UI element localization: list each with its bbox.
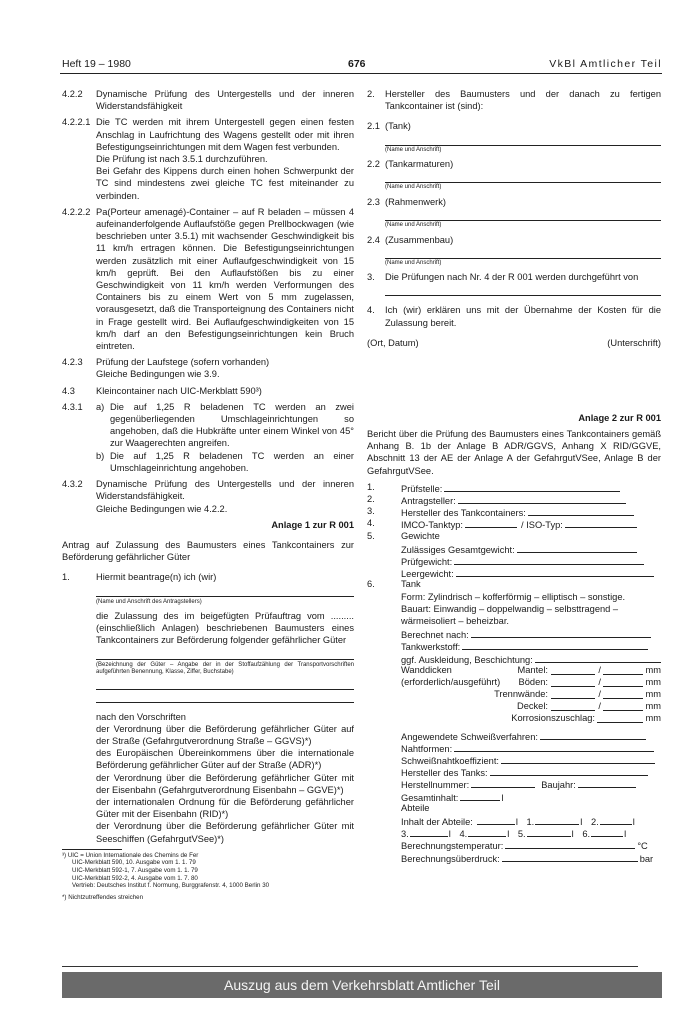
compartment-2-input[interactable] — [600, 814, 632, 825]
goods-field-3[interactable] — [96, 690, 354, 703]
fittings-maker-field[interactable] — [385, 170, 661, 183]
field-boeden: (erforderlich/ausgeführt) Böden: / mm — [401, 676, 661, 687]
container-maker-input[interactable] — [528, 505, 634, 516]
zulassung-text: die Zulassung des im beigefügten Prüfauftrag vom ......... (einschließlich Anlagen) beschriebenen Baumusters eines Tankcontainers zur Beförderung folgender gefährlicher Güter — [96, 611, 354, 646]
field-herst-tanks: Hersteller des Tanks: — [367, 765, 661, 777]
imco-type-input[interactable] — [465, 517, 517, 528]
header-journal: VkBl Amtlicher Teil — [549, 58, 662, 70]
footnote-line: UIC-Merkblatt 592-1, 7. Ausgabe vom 1. 1. 79 — [72, 867, 198, 875]
tank-maker-field[interactable] — [385, 133, 661, 146]
applicant-caption: (Name und Anschrift des Antragstellers) — [96, 598, 202, 605]
testing-station-input[interactable] — [444, 481, 620, 492]
applicant-input[interactable] — [458, 493, 626, 504]
field-deckel: Deckel: / mm — [516, 701, 661, 712]
field-schweissnaht: Schweißnahtkoeffizient: — [367, 753, 661, 765]
item-3: 3. Die Prüfungen nach Nr. 4 der R 001 werden durchgeführt von — [367, 271, 661, 296]
field-auskleidung: ggf. Auskleidung, Beschichtung: — [367, 652, 661, 664]
item-2-4: 2.4 (Zusammenbau) (Name und Anschrift) — [367, 234, 661, 268]
field-abteile-3-6: 3. l 4. l 5. l 6. l — [367, 826, 661, 838]
goods-field-2[interactable] — [96, 677, 354, 690]
regulation-item: der Verordnung über die Beförderung gefährlicher Güter auf der Straße (Gefahrgutverordnung Straße – GGVS)*) — [96, 723, 354, 747]
field-leergewicht: Leergewicht: — [367, 566, 661, 578]
item-2: 2. Hersteller des Baumusters und der danach zu fertigen Tankcontainer ist (sind): — [367, 89, 661, 112]
field-gesamtinhalt: Gesamtinhalt: l — [367, 790, 661, 802]
field-gesamtgewicht: Zulässiges Gesamtgewicht: — [367, 542, 661, 554]
field-abteile: Abteile — [401, 802, 430, 813]
section-4-3-2: 4.3.2 Dynamische Prüfung des Untergestells und der inneren Widerstandsfähigkeit. Gleiche Bedingungen wie 4.2.2. — [62, 479, 354, 514]
weld-forms-input[interactable] — [454, 741, 654, 752]
section-4-2-2: 4.2.2 Dynamische Prüfung des Untergestells und der inneren Widerstandsfähigkeit — [62, 89, 354, 112]
left-column — [62, 88, 354, 901]
field-form: Form: Zylindrisch – kofferförmig – elliptisch – sonstige. — [401, 591, 626, 602]
field-werkstoff: Tankwerkstoff: — [367, 639, 661, 651]
anlage-1-title: Anlage 1 zur R 001 — [271, 519, 354, 530]
shell-thickness-req-input[interactable] — [551, 664, 595, 675]
signature-label: (Unterschrift) — [607, 337, 661, 348]
field-naht: Nahtformen: — [367, 741, 661, 753]
footnote-line: UIC-Merkblatt 590, 10. Ausgabe vom 1. 1. 79 — [72, 859, 196, 867]
field-pruefgewicht: Prüfgewicht: — [367, 554, 661, 566]
item-2-1: 2.1 (Tank) (Name und Anschrift) — [367, 120, 661, 154]
field-berechnet: Berechnet nach: — [367, 627, 661, 639]
field-korrosion: Korrosionszuschlag: mm — [511, 713, 661, 724]
partition-thickness-req-input[interactable] — [551, 688, 595, 699]
field-pruefstelle: 1. Prüfstelle: — [367, 481, 661, 493]
tare-weight-input[interactable] — [456, 566, 654, 577]
iso-type-input[interactable] — [565, 517, 637, 528]
footnote-rule — [62, 849, 122, 850]
assembly-maker-field[interactable] — [385, 246, 661, 259]
compartment-3-input[interactable] — [410, 826, 448, 837]
regulation-item: der internationalen Ordnung für die Beförderung gefährlicher Güter mit der Eisenbahn (RID)*) — [96, 797, 354, 820]
page-number: 676 — [348, 58, 366, 70]
total-capacity-input[interactable] — [460, 790, 500, 801]
goods-field[interactable] — [96, 647, 354, 660]
weld-coefficient-input[interactable] — [501, 753, 655, 764]
compartment-5-input[interactable] — [527, 826, 571, 837]
regulation-item: der Verordnung über die Beförderung gefährlicher Güter mit der Eisenbahn (Gefahrgutverordnung Eisenbahn – GGVE)*) — [96, 772, 354, 795]
footer-banner: Auszug aus dem Verkehrsblatt Amtlicher Teil — [62, 972, 662, 998]
cover-thickness-req-input[interactable] — [551, 700, 595, 711]
item-4: 4. Ich (wir) erklären uns mit der Übernahme der Kosten für die Zulassung bereit. — [367, 305, 661, 328]
goods-caption: (Bezeichnung der Güter – Angabe der in der Stoffaufzählung der Transportvorschriften aufgeführten Benennung, Klasse, Ziffer, Buchstabe) — [96, 661, 354, 676]
field-bauart: Bauart: Einwandig – doppelwandig – selbsttragend – wärmeisoliert – beheizbar. — [401, 603, 619, 626]
welding-process-input[interactable] — [540, 729, 646, 740]
lining-input[interactable] — [535, 652, 661, 663]
gross-weight-input[interactable] — [517, 542, 637, 553]
field-mantel: Wanddicken Mantel: / mm — [401, 664, 661, 675]
testing-body-field[interactable] — [385, 283, 661, 296]
place-date-label: (Ort, Datum) — [367, 337, 419, 348]
item-2-3: 2.3 (Rahmenwerk) (Name und Anschrift) — [367, 196, 661, 230]
footer-rule — [62, 966, 638, 967]
section-4-3-1: 4.3.1 a) Die auf 1,25 R beladenen TC werden an zwei gegenüberliegenden Umschlageinrichtungen so angehoben, daß die Hubkräfte unter einem Winkel von 45° zur Waagerechten angreifen. b) Die auf 1,25 R beladenen TC werden an einer Umschlageinrichtung angehoben. — [62, 401, 354, 473]
partition-thickness-act-input[interactable] — [603, 688, 643, 699]
footnote-line: ³) UIC = Union Internationale des Chemins de Fer — [62, 851, 199, 859]
footnote-line: Vertrieb: Deutsches Institut f. Normung, Burggrafenstr. 4, 1000 Berlin 30 — [72, 882, 270, 890]
anlage-2-title: Anlage 2 zur R 001 — [578, 412, 661, 423]
footnotes — [62, 852, 354, 902]
vorschriften-list — [96, 723, 354, 845]
heads-thickness-req-input[interactable] — [551, 676, 595, 687]
field-antragsteller: 2. Antragsteller: — [367, 493, 661, 505]
compartment-4-input[interactable] — [468, 826, 506, 837]
report-intro: Bericht über die Prüfung des Baumusters eines Tankcontainers gemäß Anhang B. 1b der Anlage B ADR/GGVS, Anhang X RID/GGVE, Abschnitt 13 der AE der Anlage A der GefahrgutVSee, Anlage B der GefahrgutVSee. — [367, 429, 661, 476]
year-built-input[interactable] — [578, 777, 636, 788]
footnote-line: UIC-Merkblatt 592-2, 4. Ausgabe vom 1. 7. 80 — [72, 874, 198, 882]
field-inhalt-abteile: Inhalt der Abteile: l 1. l 2. l — [367, 814, 661, 826]
test-weight-input[interactable] — [454, 554, 644, 565]
serial-number-input[interactable] — [471, 777, 535, 788]
field-berechnungsueberdruck: Berechnungsüberdruck: bar — [367, 851, 661, 863]
field-trennwaende: Trennwände: / mm — [494, 689, 661, 700]
field-herstellnummer: Herstellnummer: Baujahr: — [367, 777, 661, 789]
field-schweiss: Angewendete Schweißverfahren: — [367, 729, 661, 741]
field-imco: 4. IMCO-Tanktyp: / ISO-Typ: — [367, 517, 661, 529]
compartment-input[interactable] — [477, 814, 515, 825]
tank-maker-input[interactable] — [490, 765, 648, 776]
design-pressure-input[interactable] — [502, 851, 638, 862]
compartment-6-input[interactable] — [591, 826, 623, 837]
calculated-by-input[interactable] — [471, 627, 651, 638]
section-4-2-2-2: 4.2.2.2 Pa(Porteur amenagé)-Container – auf R beladen – müssen 4 aufeinanderfolgende Auflaufstöße gegen Prellbockwagen (wie beschrieben unter 3.5.1) mit wachsender Geschwindigkeit bis 11 km/h ertragen können. Die Befestigungseinrichtungen werden zusätzlich mit einer Auflaufgeschwindigkeit von 15 km/h geprüft. Bei den Auflaufstößen bis zu einer Geschwindigkeit von 11 km/h werden Verformungen des Containers bis zu einem Wert von 5 mm zugelassen, vorausgesetzt, daß die Transporteignung des Containers nicht in Frage gestellt wird. Bei Auflaufgeschwindigkeiten von 15 km/h darf an den Befestigungseinrichtungen kein Bruch eintreten. — [62, 206, 354, 352]
item-2-2: 2.2 (Tankarmaturen) (Name und Anschrift) — [367, 158, 661, 192]
regulation-item: des Europäischen Übereinkommens über die internationale Beförderung gefährlicher Güter auf der Straße (ADR)*) — [96, 748, 354, 771]
field-tank: 6. Tank — [367, 579, 421, 590]
frame-maker-field[interactable] — [385, 208, 661, 221]
applicant-field[interactable] — [96, 584, 354, 597]
header-issue: Heft 19 – 1980 — [62, 58, 131, 70]
heads-thickness-act-input[interactable] — [603, 676, 643, 687]
field-berechnungstemp: Berechnungstemperatur: °C — [367, 838, 661, 850]
cover-thickness-act-input[interactable] — [603, 700, 643, 711]
signature-row — [367, 337, 661, 350]
header-rule — [60, 73, 662, 74]
vorschriften-intro: nach den Vorschriften — [96, 711, 186, 722]
footnote-star: *) Nichtzutreffendes streichen — [62, 893, 144, 901]
section-4-3: 4.3 Kleincontainer nach UIC-Merkblatt 590³) — [62, 385, 262, 396]
corrosion-allowance-input[interactable] — [597, 712, 643, 723]
item-1: 1. Hiermit beantrage(n) ich (wir) — [62, 572, 217, 583]
section-4-2-3: 4.2.3 Prüfung der Laufstege (sofern vorhanden) Gleiche Bedingungen wie 3.9. — [62, 357, 270, 380]
right-column — [367, 88, 661, 863]
section-4-2-2-1: 4.2.2.1 Die TC werden mit ihrem Untergestell gegen einen festen Anschlag in Laufrichtung des Wagens gestellt oder mit ihren Befestigungseinrichtungen mit dem Wagen fest verbunden. Die Prüfung ist nach 3.5.1 durchzuführen. Bei Gefahr des Kippens durch einen hohen Schwerpunkt der TC sind mindestens zwei gleiche TC fest miteinander zu verbinden. — [62, 117, 354, 201]
field-gewichte: 5. Gewichte — [367, 530, 440, 541]
shell-thickness-act-input[interactable] — [603, 664, 643, 675]
antrag-intro: Antrag auf Zulassung des Baumusters eines Tankcontainers zur Beförderung gefährlicher Güter — [62, 539, 354, 563]
design-temperature-input[interactable] — [505, 838, 635, 849]
tank-material-input[interactable] — [462, 639, 648, 650]
regulation-item: der Verordnung über die Beförderung gefährlicher Güter mit Seeschiffen (GefahrgutVSee)*) — [96, 821, 354, 844]
compartment-1-input[interactable] — [535, 814, 579, 825]
field-hersteller-tc: 3. Hersteller des Tankcontainers: — [367, 505, 661, 517]
